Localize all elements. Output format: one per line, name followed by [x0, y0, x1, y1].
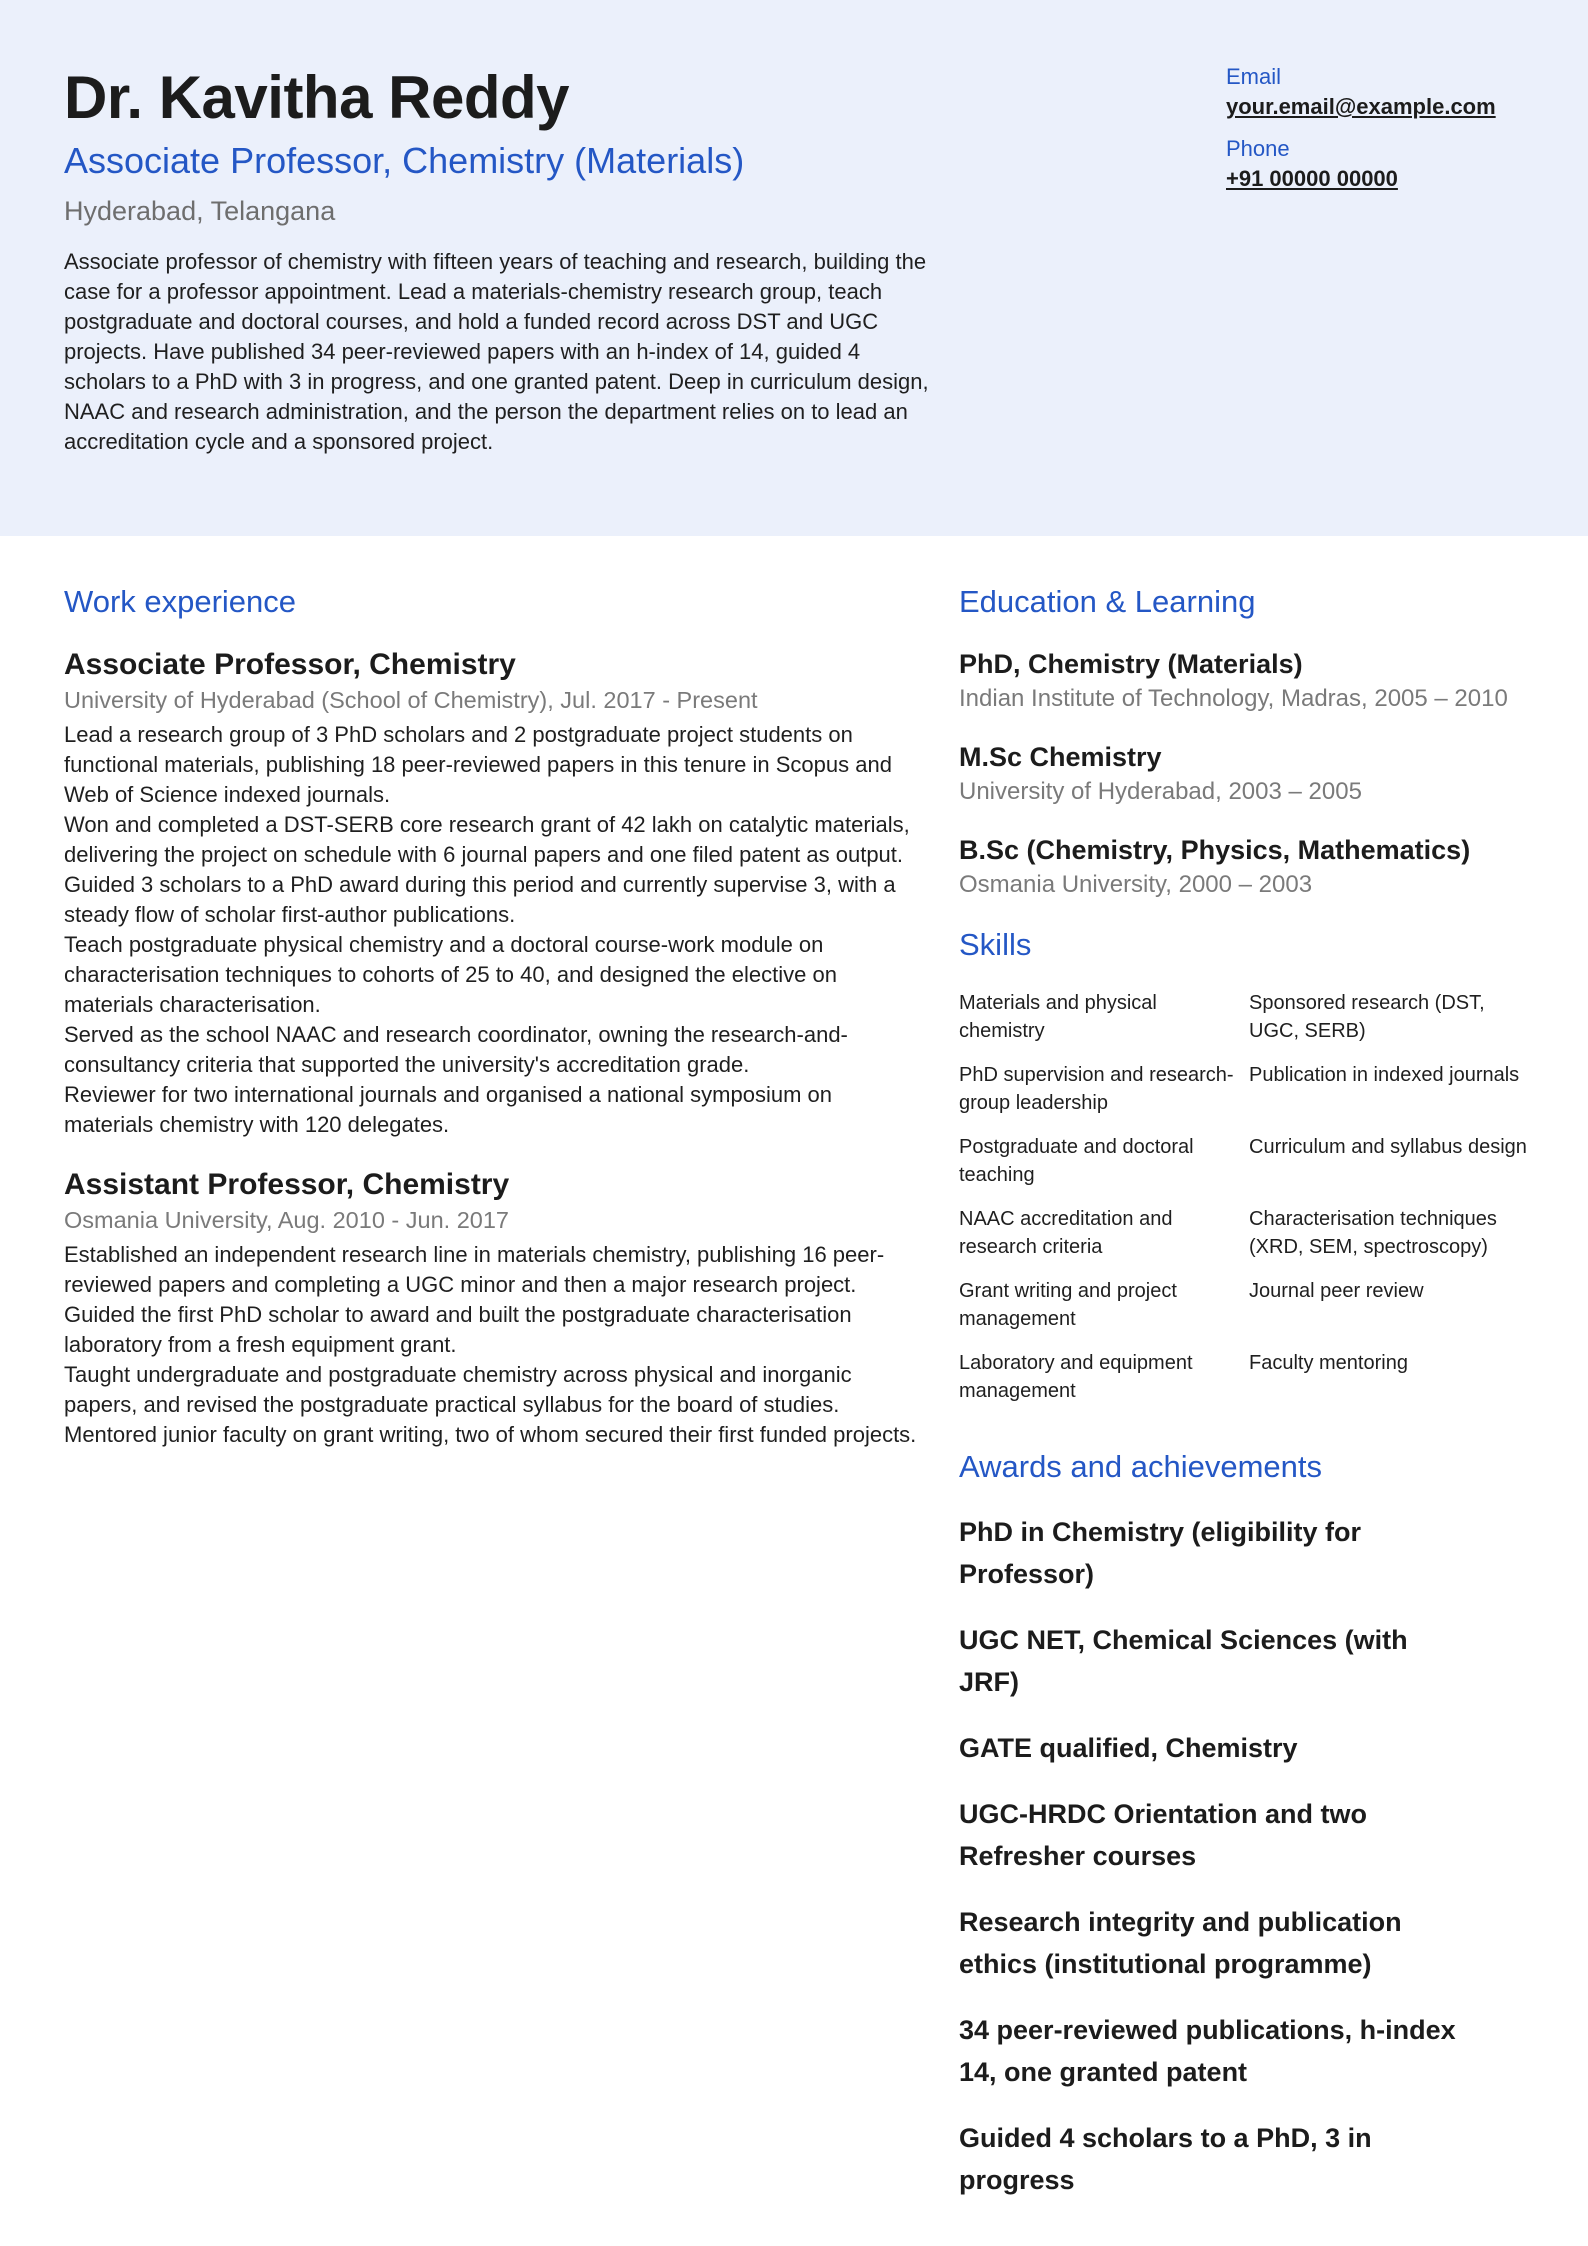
candidate-role: Associate Professor, Chemistry (Materials): [64, 140, 745, 181]
job-bullet: Teach postgraduate physical chemistry and a doctoral course-work module on characterisation techniques to cohorts of 25 to 40, and designed the elective on materials characterisation.: [64, 932, 837, 1017]
skill-item: Laboratory and equipment management: [959, 1352, 1193, 1402]
job-meta: Osmania University, Aug. 2010 - Jun. 2017: [64, 1207, 509, 1233]
job-bullet: Won and completed a DST-SERB core research grant of 42 lakh on catalytic materials, delivering the project on schedule with 6 journal papers and one filed patent as output.: [64, 812, 910, 867]
skills-grid: [959, 989, 1539, 1421]
education-entry: [959, 646, 1539, 715]
education-section-title: Education & Learning: [959, 584, 1256, 619]
education-meta: Indian Institute of Technology, Madras, 2005 – 2010: [959, 685, 1508, 712]
education-section: [959, 582, 1539, 901]
skill-item: Faculty mentoring: [1249, 1352, 1408, 1374]
skills-section-title: Skills: [959, 927, 1032, 962]
award-item: UGC NET, Chemical Sciences (with JRF): [959, 1625, 1408, 1697]
job-bullet: Lead a research group of 3 PhD scholars and 2 postgraduate project students on functional materials, publishing 18 peer-reviewed papers in this tenure in Scopus and Web of Science indexed journals.: [64, 722, 892, 807]
award-item: PhD in Chemistry (eligibility for Professor): [959, 1517, 1362, 1589]
awards-section: [959, 1447, 1539, 2201]
phone-link[interactable]: +91 00000 00000: [1226, 166, 1398, 191]
skill-item: Curriculum and syllabus design: [1249, 1136, 1527, 1158]
job-title: Assistant Professor, Chemistry: [64, 1168, 510, 1201]
job-bullet: Taught undergraduate and postgraduate chemistry across physical and inorganic papers, and revised the postgraduate practical syllabus for the board of studies.: [64, 1362, 852, 1417]
job-bullet: Guided the first PhD scholar to award and built the postgraduate characterisation laboratory from a fresh equipment grant.: [64, 1302, 852, 1357]
job-bullet: Reviewer for two international journals and organised a national symposium on materials chemistry with 120 delegates.: [64, 1082, 832, 1137]
job-bullet: Served as the school NAAC and research coordinator, owning the research-and-consultancy criteria that supported the university's accreditation grade.: [64, 1022, 848, 1077]
job-entry: [64, 1166, 924, 1450]
skill-item: NAAC accreditation and research criteria: [959, 1208, 1173, 1258]
skill-item: Postgraduate and doctoral teaching: [959, 1136, 1194, 1186]
email-label: Email: [1226, 64, 1282, 89]
skill-item: Characterisation techniques (XRD, SEM, spectroscopy): [1249, 1208, 1497, 1258]
award-item: 34 peer-reviewed publications, h-index 14, one granted patent: [959, 2015, 1456, 2087]
candidate-location: Hyderabad, Telangana: [64, 196, 336, 226]
education-meta: University of Hyderabad, 2003 – 2005: [959, 778, 1362, 805]
skill-item: Journal peer review: [1249, 1280, 1424, 1302]
education-entry: [959, 739, 1539, 808]
phone-label: Phone: [1226, 136, 1290, 161]
work-experience-section: [64, 582, 924, 1476]
work-section-title: Work experience: [64, 584, 297, 619]
job-entry: [64, 646, 924, 1140]
skill-item: Grant writing and project management: [959, 1280, 1177, 1330]
job-meta: University of Hyderabad (School of Chemistry), Jul. 2017 - Present: [64, 687, 758, 713]
email-link[interactable]: your.email@example.com: [1226, 94, 1496, 119]
skill-item: PhD supervision and research-group leadership: [959, 1064, 1234, 1114]
sidebar-column: [959, 582, 1539, 2225]
skill-item: Materials and physical chemistry: [959, 992, 1157, 1042]
contact-block: [1226, 62, 1566, 194]
education-entry: [959, 832, 1539, 901]
candidate-name: Dr. Kavitha Reddy: [64, 64, 569, 131]
job-title: Associate Professor, Chemistry: [64, 648, 516, 681]
education-meta: Osmania University, 2000 – 2003: [959, 871, 1313, 898]
skill-item: Publication in indexed journals: [1249, 1064, 1520, 1086]
job-bullet: Established an independent research line in materials chemistry, publishing 16 peer-reviewed papers and completing a UGC minor and then a major research project.: [64, 1242, 885, 1297]
education-degree: B.Sc (Chemistry, Physics, Mathematics): [959, 835, 1471, 865]
skills-section: [959, 925, 1539, 1421]
education-degree: M.Sc Chemistry: [959, 742, 1162, 772]
skill-item: Sponsored research (DST, UGC, SERB): [1249, 992, 1485, 1042]
profile-summary: Associate professor of chemistry with fifteen years of teaching and research, building the case for a professor appointment. Lead a materials-chemistry research group, teach postgraduate and doctoral courses, and hold a funded record across DST and UGC projects. Have published 34 peer-reviewed papers with an h-index of 14, guided 4 scholars to a PhD with 3 in progress, and one granted patent. Deep in curriculum design, NAAC and research administration, and the person the department relies on to lead an accreditation cycle and a sponsored project.: [64, 249, 929, 454]
awards-section-title: Awards and achievements: [959, 1449, 1323, 1484]
award-item: GATE qualified, Chemistry: [959, 1733, 1298, 1763]
job-bullet: Mentored junior faculty on grant writing, two of whom secured their first funded projects.: [64, 1422, 917, 1447]
award-item: Guided 4 scholars to a PhD, 3 in progress: [959, 2123, 1372, 2195]
job-bullet: Guided 3 scholars to a PhD award during this period and currently supervise 3, with a steady flow of scholar first-author publications.: [64, 872, 896, 927]
award-item: UGC-HRDC Orientation and two Refresher courses: [959, 1799, 1367, 1871]
award-item: Research integrity and publication ethics (institutional programme): [959, 1907, 1402, 1979]
education-degree: PhD, Chemistry (Materials): [959, 649, 1303, 679]
